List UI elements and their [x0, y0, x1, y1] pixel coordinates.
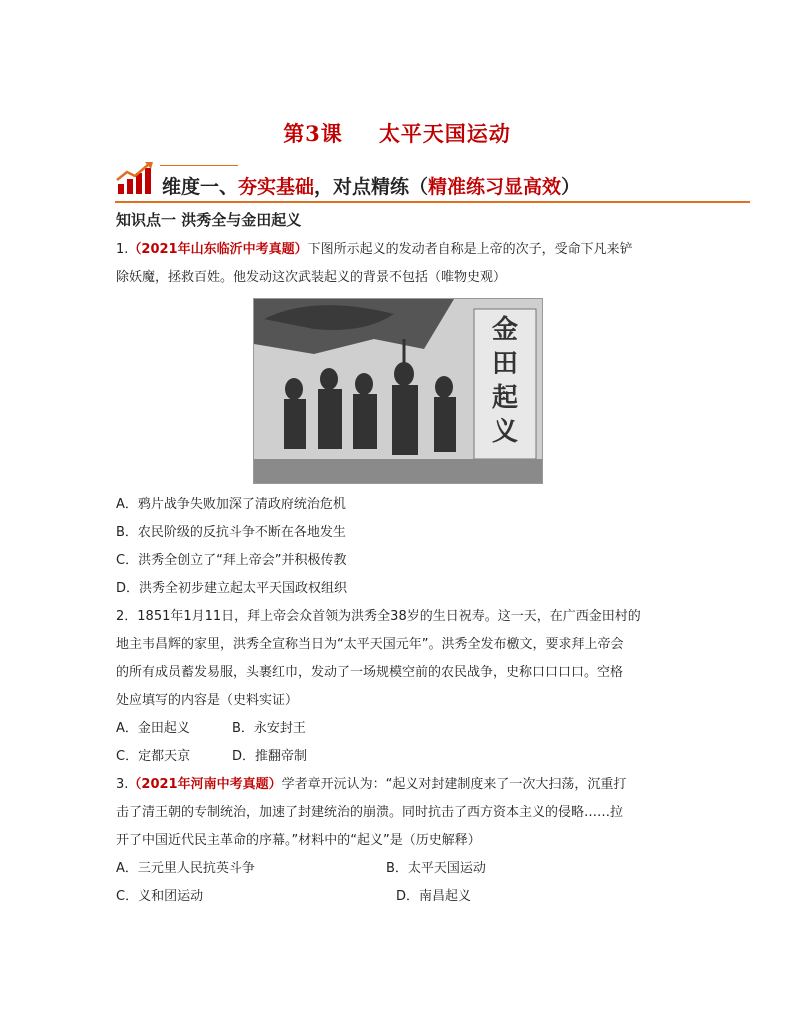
knowledge-point-heading: 知识点一 洪秀全与金田起义: [116, 211, 302, 229]
bar-chart-trend-icon: [115, 160, 157, 196]
question-2-line-4: 处应填写的内容是（史料实证）: [116, 693, 299, 708]
q2-option-c: C．定都天京: [116, 749, 191, 764]
dimension-highlight-2: 精准练习显高效: [428, 176, 562, 198]
question-3-line-2: 击了清王朝的专制统治，加速了封建统治的崩溃。同时抗击了西方资本主义的侵略……拉: [116, 805, 624, 820]
q2-option-d: D．推翻帝制: [232, 749, 308, 764]
q3-option-d: D．南昌起义: [396, 889, 472, 904]
lesson-number: 第3课: [283, 121, 343, 146]
dimension-heading: 维度一、夯实基础，对点精练（精准练习显高效）: [162, 176, 581, 198]
question-1-source: （2021年山东临沂中考真题）: [128, 242, 308, 257]
question-1-line-1: 1.（2021年山东临沂中考真题）下图所示起义的发动者自称是上帝的次子，受命下凡来铲: [116, 242, 633, 257]
dimension-highlight-1: 夯实基础: [238, 176, 315, 198]
question-1-line-2: 除妖魔，拯救百姓。他发动这次武装起义的背景不包括（唯物史观）: [116, 270, 507, 285]
question-2-line-2: 地主韦昌辉的家里，洪秀全宣称当日为“太平天国元年”。洪秀全发布檄文，要求拜上帝会: [116, 637, 624, 652]
question-3-line-1: 3.（2021年河南中考真题）学者章开沅认为：“起义对封建制度来了一次大扫荡，沉重打: [116, 777, 627, 792]
q3-option-c: C．义和团运动: [116, 889, 204, 904]
q3-option-a: A．三元里人民抗英斗争: [116, 861, 255, 876]
q2-option-a: A．金田起义: [116, 721, 190, 736]
question-3-line-3: 开了中国近代民主革命的序幕。”材料中的“起义”是（历史解释）: [116, 833, 481, 848]
q1-option-c: C．洪秀全创立了“拜上帝会”并积极传教: [116, 553, 347, 568]
lesson-title: [0, 118, 794, 148]
lesson-name: 太平天国运动: [378, 121, 511, 146]
question-2-line-3: 的所有成员蓄发易服，头裹红巾，发动了一场规模空前的农民战争，史称口口口口。空格: [116, 665, 624, 680]
q1-option-d: D．洪秀全初步建立起太平天国政权组织: [116, 581, 348, 596]
header-rule-top: [160, 165, 238, 166]
q3-option-b: B．太平天国运动: [386, 861, 486, 876]
q1-option-b: B．农民阶级的反抗斗争不断在各地发生: [116, 525, 346, 540]
jintian-uprising-image: [253, 298, 543, 484]
header-rule: [115, 201, 750, 203]
question-3-source: （2021年河南中考真题）: [128, 777, 282, 792]
q1-option-a: A．鸦片战争失败加深了清政府统治危机: [116, 497, 346, 512]
q2-option-b: B．永安封王: [232, 721, 306, 736]
image-caption: 金田起义: [491, 315, 518, 447]
question-2-line-1: 2．1851年1月11日，拜上帝会众首领为洪秀全38岁的生日祝寿。这一天，在广西金田村的: [116, 609, 641, 624]
